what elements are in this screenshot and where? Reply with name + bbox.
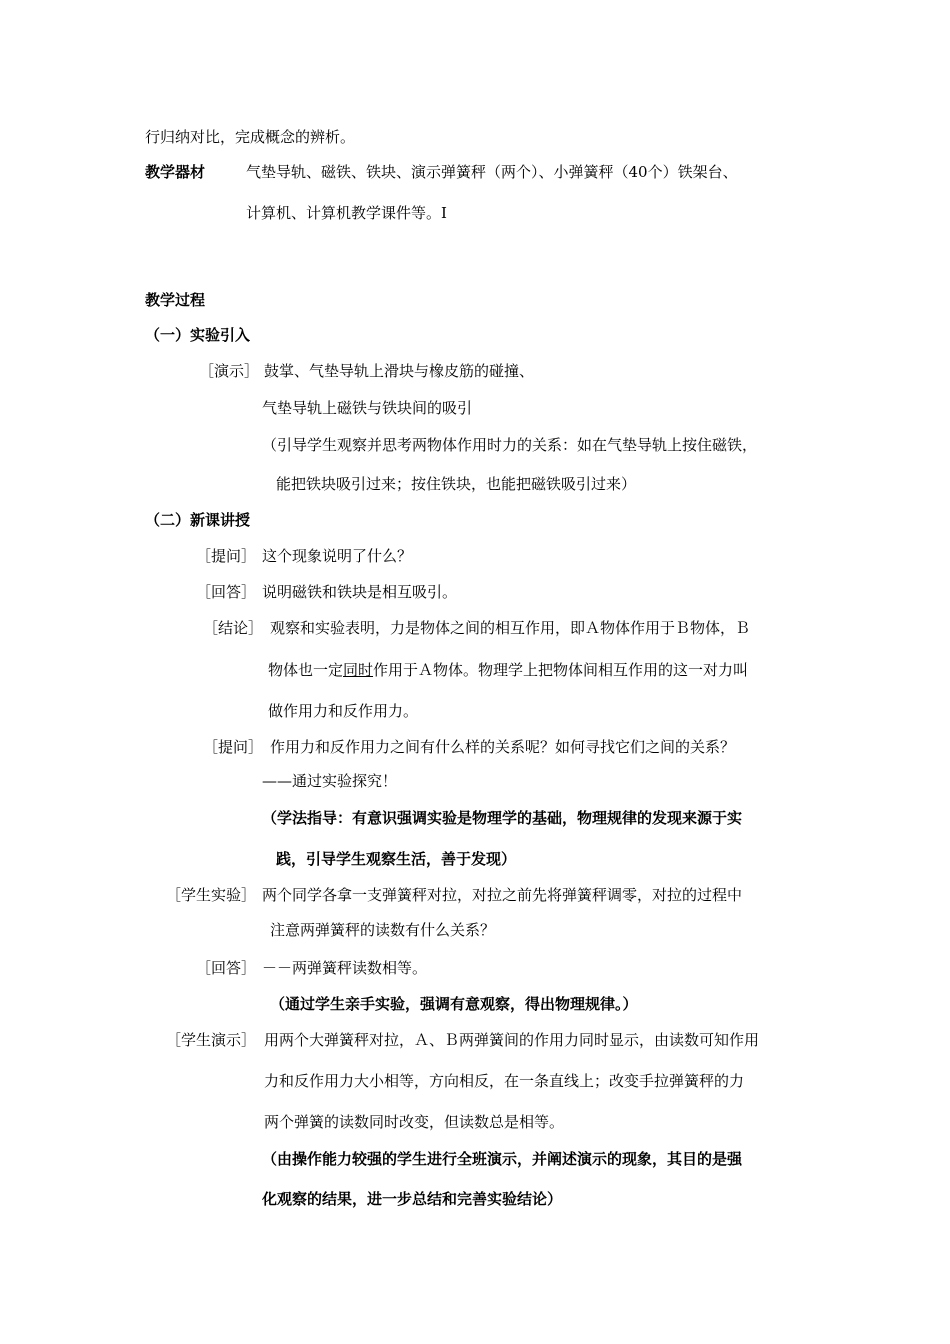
- conclusion-underlined-word: 同时: [343, 661, 374, 679]
- answer-1-text: 说明磁铁和铁块是相互吸引。: [262, 583, 458, 601]
- student-demo-line-1: 用两个大弹簧秤对拉，Ａ、Ｂ两弹簧间的作用力同时显示，由读数可知作用: [264, 1031, 760, 1049]
- question-2-text: 作用力和反作用力之间有什么样的关系呢？如何寻找它们之间的关系？: [270, 738, 736, 756]
- student-experiment-line-2: 注意两弹簧秤的读数有什么关系？: [270, 921, 496, 939]
- note-1-line-2: 践，引导学生观察生活，善于发现）: [276, 850, 517, 868]
- conclusion-line-3: 做作用力和反作用力。: [268, 702, 419, 720]
- answer-2-tag: ［回答］: [196, 959, 257, 977]
- note-3-line-1: （由操作能力较强的学生进行全班演示，并阐述演示的现象，其目的是强: [262, 1150, 743, 1168]
- demo-line-2: 气垫导轨上磁铁与铁块间的吸引: [262, 399, 473, 417]
- guide-line-1: （引导学生观察并思考两物体作用时力的关系：如在气垫导轨上按住磁铁，: [262, 436, 758, 454]
- intro-line: 行归纳对比，完成概念的辨析。: [145, 128, 356, 146]
- question-1-text: 这个现象说明了什么？: [262, 547, 413, 565]
- question-2-tag: ［提问］: [203, 738, 264, 756]
- demo-tag: ［演示］: [199, 362, 260, 380]
- section-1-title: （一）实验引入: [145, 326, 251, 344]
- conclusion-line-2-pre: 物体也一定: [268, 661, 344, 679]
- student-experiment-line-1: 两个同学各拿一支弹簧秤对拉，对拉之前先将弹簧秤调零，对拉的过程中: [262, 886, 743, 904]
- note-3-line-2: 化观察的结果，进一步总结和完善实验结论）: [262, 1190, 563, 1208]
- equipment-line-1: 气垫导轨、磁铁、铁块、演示弹簧秤（两个）、小弹簧秤（40个）铁架台、: [246, 163, 738, 181]
- answer-2-text: －－两弹簧秤读数相等。: [262, 959, 428, 977]
- note-1-line-1: （学法指导：有意识强调实验是物理学的基础，物理规律的发现来源于实: [262, 809, 743, 827]
- section-2-title: （二）新课讲授: [145, 511, 251, 529]
- guide-line-2: 能把铁块吸引过来；按住铁块，也能把磁铁吸引过来）: [276, 475, 637, 493]
- conclusion-line-2: [268, 660, 748, 680]
- student-experiment-tag: ［学生实验］: [166, 886, 257, 904]
- conclusion-line-2-post: 作用于Ａ物体。物理学上把物体间相互作用的这一对力叫: [373, 661, 749, 679]
- equipment-line-2: 计算机、计算机教学课件等。I: [246, 204, 447, 222]
- conclusion-line-1: 观察和实验表明，力是物体之间的相互作用，即Ａ物体作用于Ｂ物体，Ｂ: [270, 619, 751, 637]
- question-2-answer: ——通过实验探究！: [262, 772, 398, 790]
- answer-1-tag: ［回答］: [196, 583, 257, 601]
- question-1-tag: ［提问］: [196, 547, 257, 565]
- student-demo-tag: ［学生演示］: [166, 1031, 257, 1049]
- conclusion-tag: ［结论］: [203, 619, 264, 637]
- demo-line-1: 鼓掌、气垫导轨上滑块与橡皮筋的碰撞、: [264, 362, 535, 380]
- note-2: （通过学生亲手实验，强调有意观察，得出物理规律。）: [270, 995, 638, 1013]
- process-title: 教学过程: [145, 291, 206, 309]
- student-demo-line-2: 力和反作用力大小相等，方向相反，在一条直线上；改变手拉弹簧秤的力: [264, 1072, 745, 1090]
- equipment-label: 教学器材: [145, 163, 206, 181]
- student-demo-line-3: 两个弹簧的读数同时改变，但读数总是相等。: [264, 1113, 565, 1131]
